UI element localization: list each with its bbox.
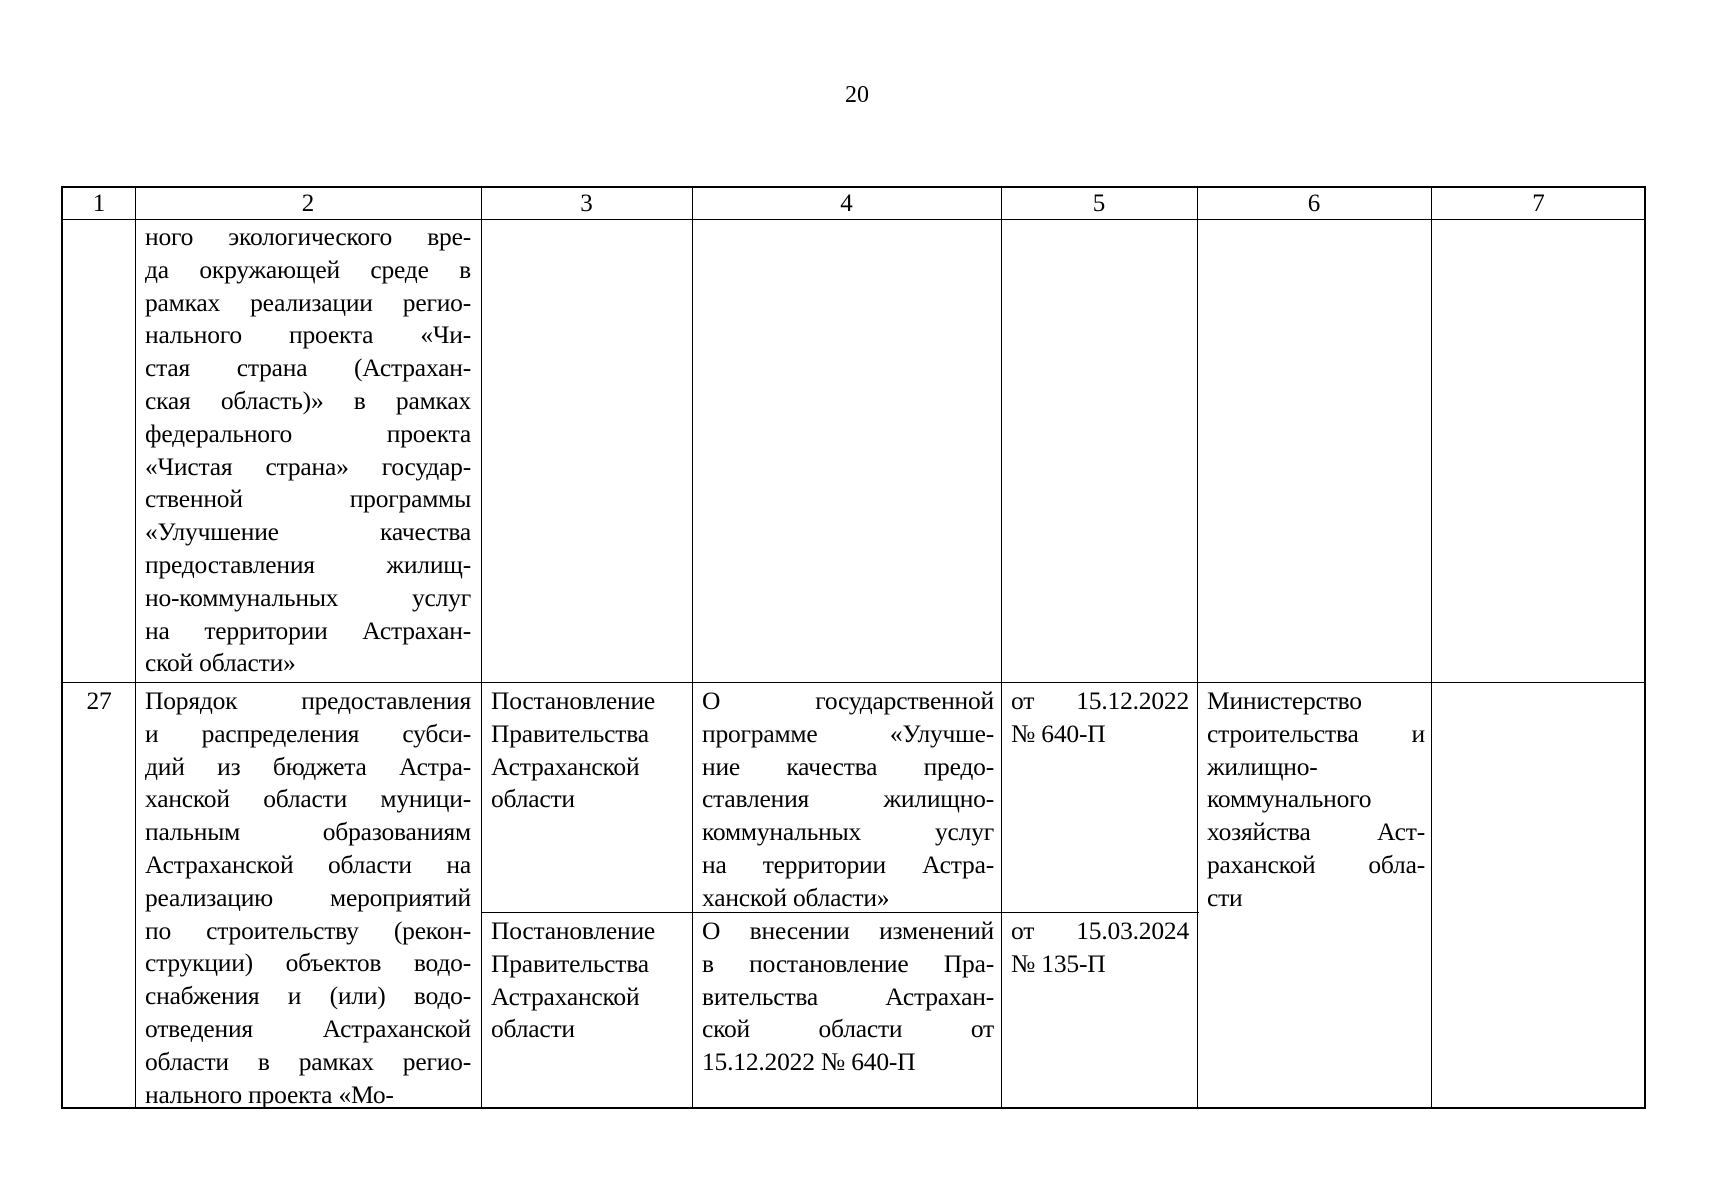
header-col-6: 6 [1307,190,1321,217]
row-number: 27 [86,686,112,715]
text-line: от 15.03.2024 [1011,916,1189,945]
text-line: № 640-П [1011,718,1106,748]
header-col-7: 7 [1532,190,1545,217]
text-line: стая страна (Астрахан- [145,353,471,383]
header-col-4: 4 [840,190,853,217]
text-line: ственной программы [145,484,471,514]
text-line: и распределения субси- [145,718,471,748]
doc-2-title [702,915,994,1079]
text-line: предоставления жилищ- [145,549,471,579]
responsible-authority [1207,685,1425,915]
text-line: на территории Астрахан- [145,615,471,645]
text-line: струкции) объектов водо- [145,948,471,978]
text-line: Порядок предоставления [145,686,471,715]
text-line: О государственной [702,686,994,715]
column-divider [1001,188,1002,1107]
header-col-5: 5 [1092,190,1106,217]
header-col-2: 2 [301,190,315,217]
text-line: Постановление [491,686,656,715]
text-line: Астраханской [491,751,640,781]
text-line: реализацию мероприятий [145,882,471,912]
text-line: федерального проекта [145,418,471,448]
text-line: в постановление Пра- [702,948,994,978]
header-col-1: 1 [92,190,106,217]
text-line: пальным образованиям [145,817,471,847]
text-line: вительства Астрахан- [702,981,994,1011]
text-line: рамках реализации регио- [145,287,471,317]
doc-2-type [491,915,687,1046]
text-line: Правительства [491,718,649,748]
text-line: снабжения и (или) водо- [145,981,471,1011]
text-line: Министерство [1207,686,1362,715]
text-line: «Чистая страна» государ- [145,451,471,481]
text-line: ханской области муници- [145,784,471,814]
text-line: ская область)» в рамках [145,385,471,415]
text-line: области [491,1014,575,1044]
text-line: ставления жилищно- [702,784,994,814]
page-number: 20 [845,82,869,108]
row-27-description [145,685,471,1111]
doc-1-type [491,685,687,816]
text-line: О внесении изменений [702,916,994,945]
continued-row-description [145,221,471,680]
header-col-3: 3 [580,190,593,217]
row-divider [63,682,1644,683]
column-divider [692,188,693,1107]
column-divider [1197,188,1198,1107]
text-line: на территории Астра- [702,849,994,879]
text-line: ного экологического вре- [145,222,471,251]
text-line: но-коммунальных услуг [145,582,471,612]
doc-2-date-number [1011,915,1189,981]
text-line: дий из бюджета Астра- [145,751,471,781]
text-line: ханской области» [702,882,890,912]
text-line: коммунального [1207,784,1372,814]
text-line: 15.12.2022 № 640-П [702,1047,916,1077]
text-line: № 135-П [1011,948,1106,978]
text-line: Астраханской [491,981,640,1011]
text-line: программе «Улучше- [702,718,994,748]
doc-1-date-number [1011,685,1189,751]
text-line: от 15.12.2022 [1011,686,1189,715]
text-line: жилищно- [1207,751,1318,781]
text-line: Постановление [491,916,656,945]
text-line: Правительства [491,948,649,978]
doc-1-title [702,685,994,915]
text-line: коммунальных услуг [702,817,994,847]
text-line: строительства и [1207,718,1425,748]
text-line: хозяйства Аст- [1207,817,1425,847]
text-line: по строительству (рекон- [145,915,471,945]
text-line: области [491,784,575,814]
text-line: ние качества предо- [702,751,994,781]
text-line: ской области от [702,1014,994,1044]
text-line: да окружающей среде в [145,254,471,284]
text-line: нального проекта «Чи- [145,320,471,350]
text-line: раханской обла- [1207,849,1425,879]
text-line: «Улучшение качества [145,517,471,547]
column-divider [481,188,482,1107]
text-line: нального проекта «Мо- [145,1079,394,1109]
text-line: отведения Астраханской [145,1013,471,1043]
text-line: сти [1207,882,1243,912]
column-divider [1431,188,1432,1107]
column-divider [135,188,136,1107]
text-line: области в рамках регио- [145,1046,471,1076]
text-line: ской области» [145,648,296,678]
text-line: Астраханской области на [145,849,471,879]
document-table [61,186,1646,1109]
